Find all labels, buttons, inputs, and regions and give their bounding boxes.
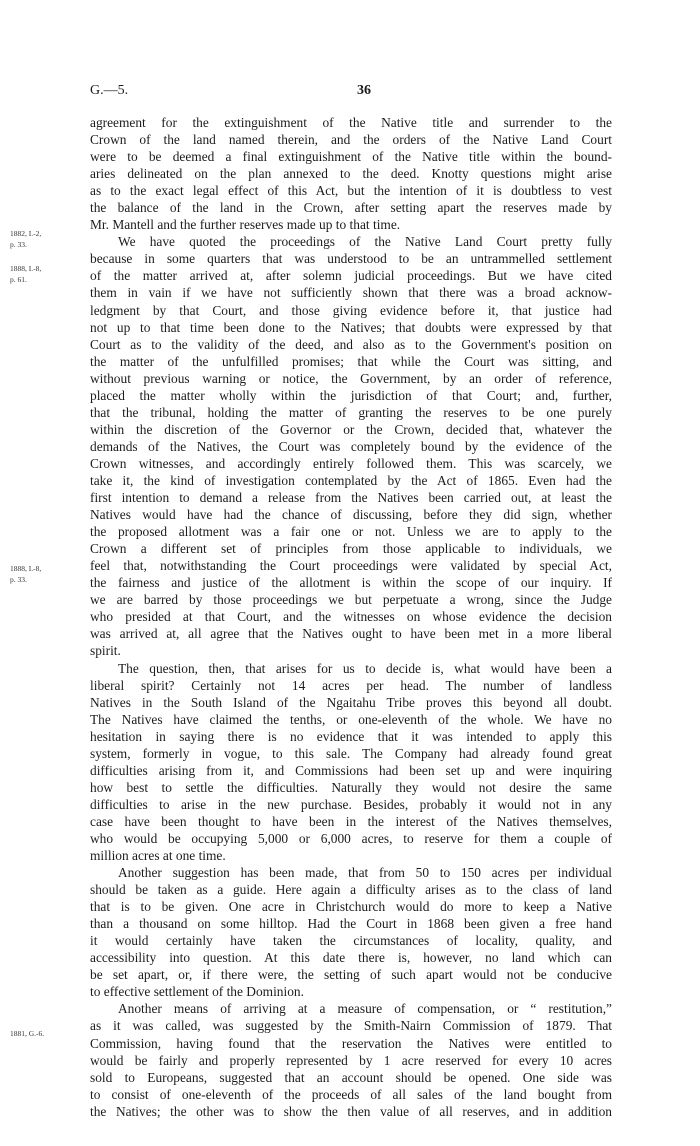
margin-reference-line: 1881, G.-6.	[10, 1029, 45, 1038]
text-line: Natives in the South Island of the Ngaitahu Tribe proves this beyond all doubt.	[90, 694, 612, 710]
text-line: case have been thought to have been in the interest of the Natives themselves,	[90, 813, 612, 829]
margin-reference-line: p. 33.	[10, 575, 27, 584]
text-line: accessibility into question. At this date there is, however, no land which can	[90, 950, 612, 966]
text-line: demands of the Natives, the Court was completely bound by the evidence of the	[90, 438, 612, 454]
text-line: the fairness and justice of the allotment is within the scope of our inquiry. If	[90, 575, 612, 591]
text-line: within the discretion of the Governor or the Crown, decided that, whatever the	[90, 421, 612, 437]
margin-reference-line: p. 61.	[10, 275, 27, 284]
text-line: aries delineated on the plan annexed to the deed. Knotty questions might arise	[90, 166, 612, 182]
text-line: Mr. Mantell and the further reserves made up to that time.	[90, 217, 401, 233]
text-line: was arrived at, all agree that the Natives ought to have been met in a more liberal	[90, 626, 612, 642]
text-line: were to be deemed a final extinguishment of the Native title within the bound-	[90, 149, 612, 165]
text-line: it would certainly have taken the circumstances of locality, quality, and	[90, 933, 612, 949]
margin-reference-line: 1888, I.-8,	[10, 564, 42, 573]
text-line: Court as to the validity of the deed, and also as to the Government's position on	[90, 336, 612, 352]
text-line: Another means of arriving at a measure of compensation, or “ restitution,”	[118, 1001, 612, 1017]
text-line: Crown a different set of principles from those applicable to individuals, we	[90, 541, 612, 557]
text-line: million acres at one time.	[90, 848, 226, 864]
text-line: without previous warning or notice, the Government, by an order of reference,	[90, 370, 612, 386]
page-number: 36	[357, 83, 371, 98]
text-line: the matter of the unfulfilled promises; that while the Court was sitting, and	[90, 353, 612, 369]
text-line: Natives would have had the chance of discussing, before they did sign, whether	[90, 507, 612, 523]
text-line: to effective settlement of the Dominion.	[90, 984, 304, 1000]
text-line: who presided at that Court, and the witnesses on whose evidence the decision	[90, 609, 612, 625]
text-line: liberal spirit? Certainly not 14 acres per head. The number of landless	[90, 677, 612, 693]
text-line: we are barred by those proceedings we but perpetuate a wrong, since the Judge	[90, 592, 612, 608]
text-line: Crown witnesses, and accordingly entirely followed them. This was scarcely, we	[90, 455, 612, 471]
margin-reference-line: p. 33.	[10, 240, 27, 249]
text-line: sold to Europeans, suggested that an account should be opened. One side was	[90, 1069, 612, 1085]
text-line: than a thousand on some hilltop. Had the Court in 1868 been given a free hand	[90, 916, 612, 932]
text-line: hesitation in saying there is no evidence that it was intended to apply this	[90, 728, 612, 744]
text-line: who would be occupying 5,000 or 6,000 acres, to reserve for them a couple of	[90, 830, 612, 846]
text-line: Crown of the land named therein, and the orders of the Native Land Court	[90, 132, 612, 148]
text-line: placed the matter wholly within the jurisdiction of that Court; and, further,	[90, 387, 612, 403]
text-line: because in some quarters that was understood to be an untrammelled settlement	[90, 251, 612, 267]
text-line: as to the exact legal effect of this Act, but the intention of it is doubtless to vest	[90, 183, 612, 199]
text-line: The Natives have claimed the tenths, or one-eleventh of the whole. We have no	[90, 711, 612, 727]
text-line: difficulties arising from it, and Commissions had been set up and were inquiring	[90, 762, 612, 778]
page-header	[90, 83, 612, 99]
margin-reference	[10, 228, 80, 250]
text-line: would be fairly and properly represented by 1 acre reserved for every 10 acres	[90, 1052, 612, 1068]
text-line: to consist of one-eleventh of the proceeds of all sales of the land bought from	[90, 1086, 612, 1102]
text-line: the proposed allotment was a fair one or not. Unless we are to apply to the	[90, 524, 612, 540]
text-line: them in vain if we have not sufficiently shown that there was a broad acknow-	[90, 285, 612, 301]
text-line: We have quoted the proceedings of the Native Land Court pretty fully	[118, 234, 612, 250]
margin-reference-line: 1888, I.-8,	[10, 264, 42, 273]
text-line: that is to be given. One acre in Christchurch would do more to keep a Native	[90, 899, 612, 915]
text-line: first intention to demand a release from the Natives been carried out, at least the	[90, 490, 612, 506]
text-line: agreement for the extinguishment of the Native title and surrender to the	[90, 115, 612, 130]
text-line: be set apart, or, if there were, the setting of such apart would not be conducive	[90, 967, 612, 983]
document-code: G.—5.	[90, 83, 129, 98]
margin-reference-line: 1882, I.-2,	[10, 229, 42, 238]
text-line: The question, then, that arises for us to decide is, what would have been a	[118, 660, 612, 676]
text-line: that the tribunal, holding the matter of granting the reserves to be one purely	[90, 404, 612, 420]
text-line: the Natives; the other was to show the then value of all reserves, and in addition	[90, 1103, 612, 1119]
text-line: spirit.	[90, 643, 121, 659]
text-line: Another suggestion has been made, that from 50 to 150 acres per individual	[118, 865, 612, 881]
text-line: the balance of the land in the Crown, after setting apart the reserves made by	[90, 200, 612, 216]
text-line: as it was called, was suggested by the Smith-Nairn Commission of 1879. That	[90, 1018, 612, 1034]
text-line: difficulties to arise in the new purchase. Besides, probably it would not in any	[90, 796, 612, 812]
text-line: should be taken as a guide. Here again a difficulty arises as to the class of land	[90, 882, 612, 898]
text-line: system, formerly in vogue, to this sale. The Company had already found great	[90, 745, 612, 761]
text-line: how best to settle the difficulties. Naturally they would not desire the same	[90, 779, 612, 795]
text-line: ledgment by that Court, and those giving evidence before it, that justice had	[90, 302, 612, 318]
text-line: of the matter arrived at, after solemn judicial proceedings. But we have cited	[90, 268, 612, 284]
body-text	[90, 114, 612, 1120]
margin-reference	[10, 1028, 80, 1039]
margin-reference	[10, 563, 80, 585]
text-line: feel that, notwithstanding the Court proceedings were validated by special Act,	[90, 558, 612, 574]
margin-reference	[10, 263, 80, 285]
text-line: Commission, having found that the reservation the Natives were entitled to	[90, 1035, 612, 1051]
text-line: take it, the kind of investigation contemplated by the Act of 1865. Even had the	[90, 472, 612, 488]
text-line: not up to that time been done to the Natives; that doubts were expressed by that	[90, 319, 612, 335]
